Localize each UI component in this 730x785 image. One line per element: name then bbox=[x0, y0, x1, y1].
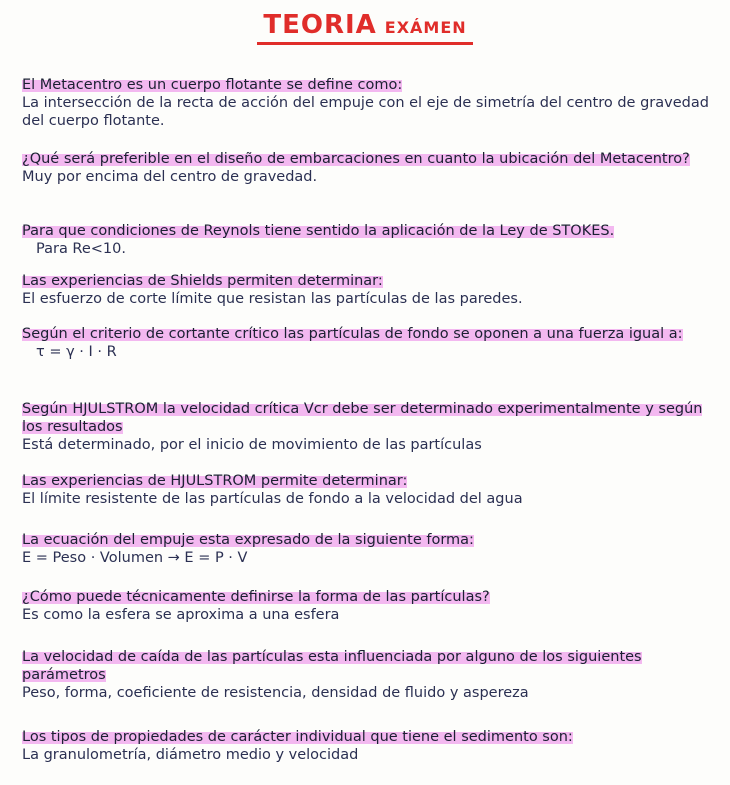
question: La ecuación del empuje esta expresado de la siguiente forma: bbox=[22, 532, 474, 548]
qa-item-2 bbox=[22, 150, 712, 186]
answer: Muy por encima del centro de gravedad. bbox=[22, 169, 318, 185]
answer: El límite resistente de las partículas de fondo a la velocidad del agua bbox=[22, 491, 523, 507]
qa-item-7 bbox=[22, 472, 712, 508]
qa-item-4 bbox=[22, 272, 712, 308]
qa-item-6 bbox=[22, 400, 712, 454]
answer: Está determinado, por el inicio de movimiento de las partículas bbox=[22, 437, 482, 453]
answer: Es como la esfera se aproxima a una esfera bbox=[22, 607, 340, 623]
question: Los tipos de propiedades de carácter individual que tiene el sedimento son: bbox=[22, 729, 573, 745]
question: El Metacentro es un cuerpo flotante se define como: bbox=[22, 77, 403, 93]
qa-item-11 bbox=[22, 728, 712, 764]
title-sub: EXÁMEN bbox=[384, 18, 467, 37]
answer: La intersección de la recta de acción del empuje con el eje de simetría del centro de gravedad del cuerpo flotante. bbox=[22, 95, 709, 129]
title-wrap bbox=[0, 10, 730, 45]
qa-item-8 bbox=[22, 531, 712, 567]
qa-item-1 bbox=[22, 76, 712, 130]
question: La velocidad de caída de las partículas esta influenciada por alguno de los siguientes parámetros bbox=[22, 649, 642, 683]
qa-item-5 bbox=[22, 325, 712, 361]
answer: El esfuerzo de corte límite que resistan las partículas de las paredes. bbox=[22, 291, 523, 307]
question: ¿Qué será preferible en el diseño de embarcaciones en cuanto la ubicación del Metacentro? bbox=[22, 151, 690, 167]
answer: La granulometría, diámetro medio y velocidad bbox=[22, 747, 359, 763]
qa-item-3 bbox=[22, 222, 712, 258]
answer: E = Peso · Volumen → E = P · V bbox=[22, 550, 248, 566]
question: Según el criterio de cortante crítico las partículas de fondo se oponen a una fuerza igual a: bbox=[22, 326, 683, 342]
question: ¿Cómo puede técnicamente definirse la forma de las partículas? bbox=[22, 589, 490, 605]
answer: Peso, forma, coeficiente de resistencia, densidad de fluido y aspereza bbox=[22, 685, 529, 701]
page-title bbox=[257, 10, 472, 45]
question: Las experiencias de Shields permiten determinar: bbox=[22, 273, 383, 289]
qa-item-9 bbox=[22, 588, 712, 624]
qa-item-10 bbox=[22, 648, 712, 702]
question: Según HJULSTROM la velocidad crítica Vcr debe ser determinado experimentalmente y según los resultados bbox=[22, 401, 703, 435]
answer: τ = γ · I · R bbox=[36, 344, 117, 360]
question: Las experiencias de HJULSTROM permite determinar: bbox=[22, 473, 408, 489]
question: Para que condiciones de Reynols tiene sentido la aplicación de la Ley de STOKES. bbox=[22, 223, 615, 239]
title-main: TEORIA bbox=[263, 10, 377, 40]
answer: Para Re<10. bbox=[36, 241, 126, 257]
